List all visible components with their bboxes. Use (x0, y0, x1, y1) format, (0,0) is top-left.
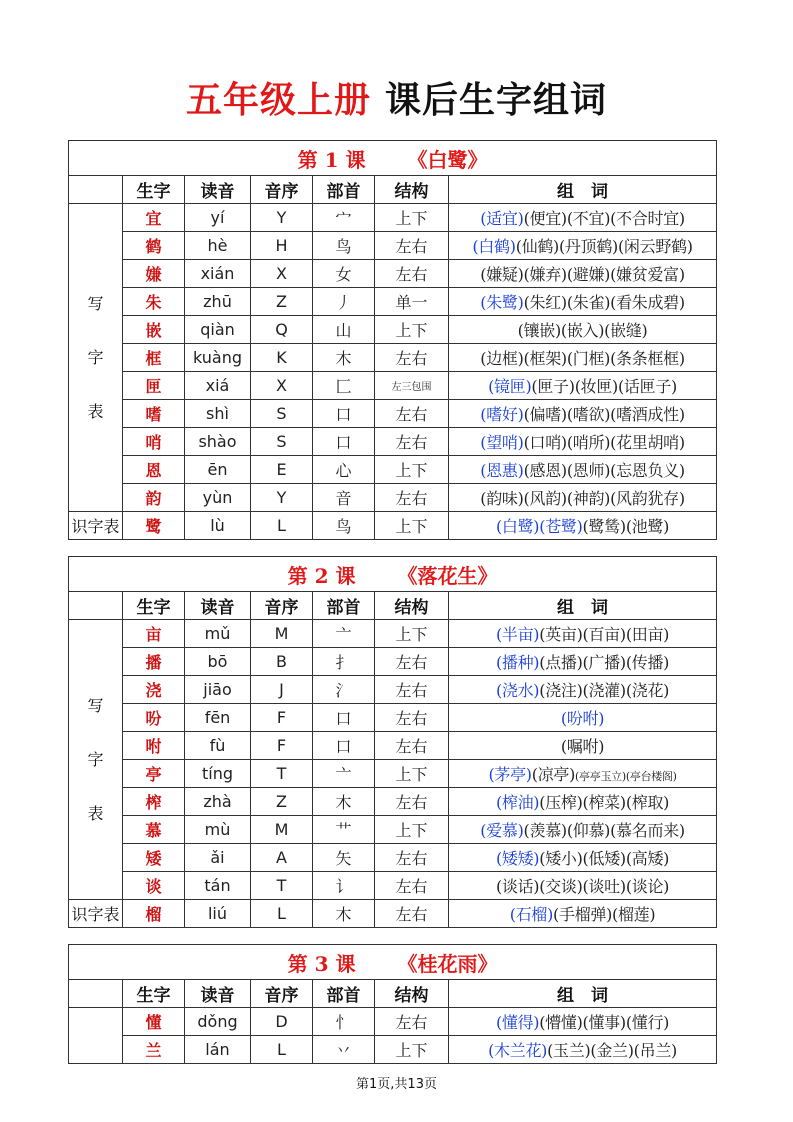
pinyin: liú (185, 900, 251, 928)
word-combinations (449, 204, 717, 232)
write-table-label-char: 字 (87, 347, 104, 367)
new-character: 嗜 (123, 400, 185, 428)
highlighted-word: (朱鹭) (480, 293, 524, 312)
word: (仙鹤)(丹顶鹤)(闲云野鹤) (515, 237, 693, 256)
word: (懵懂)(懂事)(懂行) (539, 1013, 670, 1032)
word-combinations (449, 760, 717, 788)
word: (韵味)(风韵)(神韵)(风韵犹存) (480, 489, 685, 508)
radical: 艹 (313, 816, 375, 844)
radical: 亠 (313, 760, 375, 788)
write-table-label (69, 1008, 123, 1064)
highlighted-word: (浇水) (495, 681, 540, 700)
lesson-name: 《落花生》 (397, 563, 498, 588)
highlighted-word: (白鹭)(苍鹭) (495, 517, 583, 536)
pinyin: shào (185, 428, 251, 456)
structure: 左右 (375, 484, 449, 512)
write-table-label-char: 表 (87, 803, 104, 823)
pinyin: shì (185, 400, 251, 428)
lesson-number: 第 1 课 (297, 147, 366, 172)
radical: 氵 (313, 676, 375, 704)
lesson-title-row (69, 945, 717, 980)
word-combinations (449, 372, 717, 400)
new-character: 吩 (123, 704, 185, 732)
header-blank (69, 980, 123, 1008)
structure: 上下 (375, 816, 449, 844)
word-combinations (449, 484, 717, 512)
word-combinations (449, 732, 717, 760)
table-row (69, 900, 717, 928)
write-table-label-char: 表 (87, 401, 104, 421)
header-order: 音序 (251, 176, 313, 204)
phonetic-order: Z (251, 788, 313, 816)
table-row (69, 260, 717, 288)
table-row (69, 1008, 717, 1036)
highlighted-word: (木兰花) (488, 1041, 548, 1060)
phonetic-order: X (251, 260, 313, 288)
structure: 左右 (375, 732, 449, 760)
recognize-table-label: 识字表 (69, 900, 123, 928)
radical: 亠 (313, 620, 375, 648)
table-row (69, 676, 717, 704)
pinyin: yí (185, 204, 251, 232)
word: (浇注)(浇灌)(浇花) (539, 681, 670, 700)
structure: 上下 (375, 456, 449, 484)
new-character: 播 (123, 648, 185, 676)
pinyin: zhū (185, 288, 251, 316)
table-row (69, 844, 717, 872)
lesson-title-row (69, 141, 717, 176)
header-blank (69, 592, 123, 620)
phonetic-order: Z (251, 288, 313, 316)
highlighted-word: (吩咐) (560, 709, 605, 728)
header-structure: 结构 (375, 592, 449, 620)
phonetic-order: T (251, 760, 313, 788)
radical: 扌 (313, 648, 375, 676)
header-pinyin: 读音 (185, 980, 251, 1008)
structure: 上下 (375, 316, 449, 344)
lesson-title (69, 557, 717, 592)
structure: 上下 (375, 512, 449, 540)
new-character: 哨 (123, 428, 185, 456)
pinyin: jiāo (185, 676, 251, 704)
new-character: 韵 (123, 484, 185, 512)
word-combinations (449, 648, 717, 676)
lesson-name: 《桂花雨》 (397, 951, 498, 976)
word: (羡慕)(仰慕)(慕名而来) (523, 821, 685, 840)
word-combinations (449, 872, 717, 900)
word-combinations (449, 260, 717, 288)
header-words: 组 词 (449, 176, 717, 204)
header-radical: 部首 (313, 592, 375, 620)
write-table-label-char: 写 (87, 695, 104, 715)
header-pinyin: 读音 (185, 592, 251, 620)
phonetic-order: X (251, 372, 313, 400)
structure: 左右 (375, 872, 449, 900)
structure: 左右 (375, 648, 449, 676)
header-words: 组 词 (449, 980, 717, 1008)
new-character: 榨 (123, 788, 185, 816)
word-combinations (449, 288, 717, 316)
title-grade: 五年级上册 (185, 80, 371, 121)
lesson-number: 第 3 课 (287, 951, 356, 976)
structure: 左右 (375, 260, 449, 288)
new-character: 咐 (123, 732, 185, 760)
new-character: 鹤 (123, 232, 185, 260)
phonetic-order: F (251, 732, 313, 760)
new-character: 朱 (123, 288, 185, 316)
word: (镶嵌)(嵌入)(嵌缝) (517, 321, 648, 340)
header-char: 生字 (123, 980, 185, 1008)
highlighted-word: (懂得) (495, 1013, 540, 1032)
table-row (69, 204, 717, 232)
table-row (69, 816, 717, 844)
structure: 左右 (375, 788, 449, 816)
word: (手榴弹)(榴莲) (553, 905, 656, 924)
word: (点播)(广播)(传播) (539, 653, 670, 672)
pinyin: dǒng (185, 1008, 251, 1036)
pinyin: lán (185, 1036, 251, 1064)
new-character: 鹭 (123, 512, 185, 540)
pinyin: xiá (185, 372, 251, 400)
word: (便宜)(不宜)(不合时宜) (523, 209, 685, 228)
lesson-title (69, 141, 717, 176)
highlighted-word: (镜匣) (488, 377, 532, 396)
pinyin: kuàng (185, 344, 251, 372)
phonetic-order: Q (251, 316, 313, 344)
phonetic-order: L (251, 512, 313, 540)
lesson-title (69, 945, 717, 980)
highlighted-word: (嗜好) (480, 405, 524, 424)
word: (英亩)(百亩)(田亩) (539, 625, 670, 644)
table-row (69, 732, 717, 760)
word: (压榨)(榨菜)(榨取) (539, 793, 670, 812)
phonetic-order: L (251, 1036, 313, 1064)
radical: 口 (313, 428, 375, 456)
phonetic-order: H (251, 232, 313, 260)
table-row (69, 316, 717, 344)
new-character: 嫌 (123, 260, 185, 288)
word-combinations (449, 844, 717, 872)
word: (偏嗜)(嗜欲)(嗜酒成性) (523, 405, 685, 424)
phonetic-order: M (251, 620, 313, 648)
write-table-label (69, 620, 123, 900)
word: (感恩)(恩师)(忘恩负义) (523, 461, 685, 480)
structure: 左右 (375, 704, 449, 732)
new-character: 懂 (123, 1008, 185, 1036)
header-row (69, 592, 717, 620)
new-character: 亭 (123, 760, 185, 788)
phonetic-order: Y (251, 484, 313, 512)
write-table-label (69, 204, 123, 512)
word: (矮小)(低矮)(高矮) (539, 849, 670, 868)
radical: 心 (313, 456, 375, 484)
table-row (69, 512, 717, 540)
phonetic-order: E (251, 456, 313, 484)
radical: 丷 (313, 1036, 375, 1064)
pinyin: lù (185, 512, 251, 540)
word: (谈话)(交谈)(谈吐)(谈论) (495, 877, 670, 896)
radical: 丿 (313, 288, 375, 316)
word-combinations (449, 816, 717, 844)
word-combinations (449, 400, 717, 428)
table-row (69, 232, 717, 260)
word-combinations (449, 704, 717, 732)
phonetic-order: Y (251, 204, 313, 232)
new-character: 恩 (123, 456, 185, 484)
header-row (69, 176, 717, 204)
word-combinations (449, 428, 717, 456)
word: (亭亭玉立)(亭台楼阁) (575, 770, 677, 783)
structure: 左右 (375, 1008, 449, 1036)
word-combinations (449, 316, 717, 344)
structure: 左右 (375, 232, 449, 260)
radical: 口 (313, 400, 375, 428)
table-row (69, 872, 717, 900)
structure: 左右 (375, 676, 449, 704)
highlighted-word: (半亩) (495, 625, 540, 644)
write-table-label-char: 字 (87, 749, 104, 769)
word-combinations (449, 232, 717, 260)
phonetic-order: M (251, 816, 313, 844)
new-character: 谈 (123, 872, 185, 900)
pinyin: qiàn (185, 316, 251, 344)
header-blank (69, 176, 123, 204)
pinyin: fēn (185, 704, 251, 732)
structure: 上下 (375, 204, 449, 232)
new-character: 慕 (123, 816, 185, 844)
radical: 口 (313, 704, 375, 732)
radical: 鸟 (313, 232, 375, 260)
table-row (69, 704, 717, 732)
write-table-label-char: 写 (87, 293, 104, 313)
structure: 左右 (375, 844, 449, 872)
table-row (69, 344, 717, 372)
lesson-number: 第 2 课 (287, 563, 356, 588)
radical: 木 (313, 344, 375, 372)
structure: 左右 (375, 400, 449, 428)
highlighted-word: (矮矮) (495, 849, 540, 868)
table-row (69, 484, 717, 512)
highlighted-word: (石榴) (509, 905, 554, 924)
table-row (69, 400, 717, 428)
new-character: 兰 (123, 1036, 185, 1064)
new-character: 嵌 (123, 316, 185, 344)
table-row (69, 620, 717, 648)
radical: 音 (313, 484, 375, 512)
radical: 宀 (313, 204, 375, 232)
radical: 匚 (313, 372, 375, 400)
highlighted-word: (白鹤) (472, 237, 516, 256)
word: (嘱咐) (560, 737, 605, 756)
lesson-table (68, 944, 717, 1064)
highlighted-word: (望哨) (480, 433, 524, 452)
new-character: 矮 (123, 844, 185, 872)
phonetic-order: F (251, 704, 313, 732)
page-title (0, 72, 793, 123)
phonetic-order: S (251, 428, 313, 456)
word-combinations (449, 900, 717, 928)
table-row (69, 428, 717, 456)
new-character: 浇 (123, 676, 185, 704)
recognize-table-label: 识字表 (69, 512, 123, 540)
new-character: 框 (123, 344, 185, 372)
highlighted-word: (茅亭) (488, 765, 532, 784)
highlighted-word: (爱慕) (480, 821, 524, 840)
table-row (69, 456, 717, 484)
radical: 女 (313, 260, 375, 288)
radical: 山 (313, 316, 375, 344)
radical: 口 (313, 732, 375, 760)
lesson-name: 《白鹭》 (407, 147, 488, 172)
word: (边框)(框架)(门框)(条条框框) (480, 349, 685, 368)
title-subject: 课后生字组词 (385, 80, 608, 121)
table-row (69, 372, 717, 400)
header-order: 音序 (251, 592, 313, 620)
header-structure: 结构 (375, 176, 449, 204)
phonetic-order: T (251, 872, 313, 900)
structure: 左右 (375, 428, 449, 456)
radical: 木 (313, 788, 375, 816)
header-structure: 结构 (375, 980, 449, 1008)
phonetic-order: K (251, 344, 313, 372)
pinyin: tán (185, 872, 251, 900)
word-combinations (449, 1036, 717, 1064)
structure: 上下 (375, 760, 449, 788)
highlighted-word: (恩惠) (480, 461, 524, 480)
lesson-title-row (69, 557, 717, 592)
word-combinations (449, 620, 717, 648)
phonetic-order: S (251, 400, 313, 428)
new-character: 榴 (123, 900, 185, 928)
header-pinyin: 读音 (185, 176, 251, 204)
word: (凉亭) (531, 765, 576, 784)
pinyin: hè (185, 232, 251, 260)
pinyin: fù (185, 732, 251, 760)
word-combinations (449, 344, 717, 372)
highlighted-word: (播种) (495, 653, 540, 672)
pinyin: zhà (185, 788, 251, 816)
phonetic-order: D (251, 1008, 313, 1036)
structure: 左三包围 (375, 372, 449, 400)
header-char: 生字 (123, 592, 185, 620)
phonetic-order: A (251, 844, 313, 872)
word-combinations (449, 512, 717, 540)
phonetic-order: L (251, 900, 313, 928)
new-character: 宜 (123, 204, 185, 232)
word-combinations (449, 788, 717, 816)
word-combinations (449, 1008, 717, 1036)
header-char: 生字 (123, 176, 185, 204)
highlighted-word: (适宜) (480, 209, 524, 228)
table-row (69, 1036, 717, 1064)
new-character: 亩 (123, 620, 185, 648)
header-order: 音序 (251, 980, 313, 1008)
radical: 讠 (313, 872, 375, 900)
phonetic-order: B (251, 648, 313, 676)
radical: 鸟 (313, 512, 375, 540)
word: (玉兰)(金兰)(吊兰) (547, 1041, 677, 1060)
table-row (69, 648, 717, 676)
word: (口哨)(哨所)(花里胡哨) (523, 433, 685, 452)
pinyin: xián (185, 260, 251, 288)
header-words: 组 词 (449, 592, 717, 620)
word: (朱红)(朱雀)(看朱成碧) (523, 293, 685, 312)
header-row (69, 980, 717, 1008)
radical: 矢 (313, 844, 375, 872)
phonetic-order: J (251, 676, 313, 704)
new-character: 匣 (123, 372, 185, 400)
pinyin: mù (185, 816, 251, 844)
pinyin: bō (185, 648, 251, 676)
header-radical: 部首 (313, 980, 375, 1008)
word: (匣子)(妆匣)(话匣子) (531, 377, 677, 396)
word-combinations (449, 676, 717, 704)
pinyin: ēn (185, 456, 251, 484)
structure: 上下 (375, 1036, 449, 1064)
radical: 忄 (313, 1008, 375, 1036)
table-row (69, 288, 717, 316)
structure: 左右 (375, 344, 449, 372)
structure: 上下 (375, 620, 449, 648)
pinyin: ǎi (185, 844, 251, 872)
page-footer: 第1页,共13页 (356, 1077, 437, 1092)
word: (鹭鸶)(池鹭) (582, 517, 670, 536)
lesson-table (68, 140, 717, 540)
structure: 左右 (375, 900, 449, 928)
highlighted-word: (榨油) (495, 793, 540, 812)
radical: 木 (313, 900, 375, 928)
header-radical: 部首 (313, 176, 375, 204)
table-row (69, 788, 717, 816)
pinyin: mǔ (185, 620, 251, 648)
word: (嫌疑)(嫌弃)(避嫌)(嫌贫爱富) (480, 265, 685, 284)
table-row (69, 760, 717, 788)
lesson-table (68, 556, 717, 928)
pinyin: tíng (185, 760, 251, 788)
pinyin: yùn (185, 484, 251, 512)
word-combinations (449, 456, 717, 484)
structure: 单一 (375, 288, 449, 316)
